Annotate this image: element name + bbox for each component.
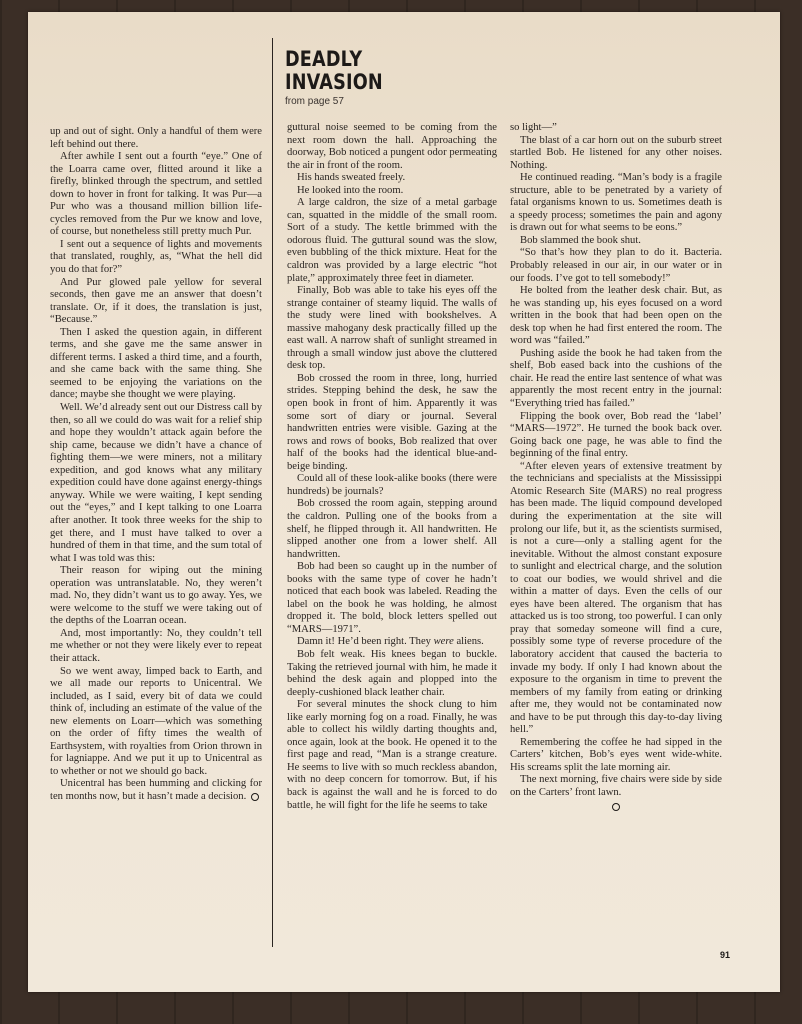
paragraph-text: Unicentral has been humming and clicking for ten months now, but it hasn’t made a decision. — [50, 778, 262, 802]
end-of-story-mark-icon — [251, 793, 259, 801]
paragraph: Pushing aside the book he had taken from the shelf, Bob eased back into the cushions of the chair. He read the entire last sentence of what was apparently the most recent entry in the journal: “Everything tried has failed.” — [510, 347, 722, 410]
paragraph: Could all of these look-alike books (there were hundreds) be journals? — [287, 473, 497, 497]
column-1 — [50, 126, 262, 804]
paragraph-text: aliens. — [453, 636, 484, 648]
paragraph: Then I asked the question again, in different terms, and she gave me the same answer in different terms. I asked a third time, and a fourth, and she came back with the same thing. She seemed to be enjoying the variations on the dance; maybe she thought we were playing. — [50, 326, 262, 401]
paragraph: He looked into the room. — [297, 184, 404, 196]
paragraph: And, most importantly: No, they couldn’t tell me whether or not they were likely ever to repeat their attack. — [50, 627, 262, 664]
end-of-story-mark-icon — [612, 803, 620, 811]
paragraph-last — [50, 778, 262, 803]
paragraph: He bolted from the leather desk chair. But, as he was standing up, his eyes focused on a word written in the book that had been open on the desk top when he had first entered the room. The word was “failed.” — [510, 285, 722, 347]
paragraph: Bob crossed the room again, stepping around the caldron. Pulling one of the books from a shelf, he flipped through it. All handwritten. He slipped another one from a lower shelf. All handwritten. — [287, 498, 497, 560]
paragraph: Finally, Bob was able to take his eyes off the strange container of steamy liquid. The walls of the study were lined with bookshelves. A massive mahogany desk practically filled up the east wall. A narrow shaft of sunlight streamed in through a small window just above the cluttered desk top. — [287, 285, 497, 372]
paragraph: His hands sweated freely. — [297, 172, 406, 184]
column-2 — [287, 122, 497, 812]
article-header — [285, 48, 505, 107]
magazine-page — [28, 12, 780, 992]
paragraph: For several minutes the shock clung to him like early morning fog on a road. Finally, he was able to collect his wildly darting thoughts and, once again, look at the book. He opened it to the first page and read, “Man is a strange creature. He seems to live with so much reckless abandon, with no deep concern for tomorrow. But, if his back is against the wall and he is forced to do battle, he will fight for the life he seems to take — [287, 699, 497, 811]
paragraph-text: Damn it! He’d been right. They — [297, 636, 434, 648]
paragraph: The next morning, five chairs were side by side on the Carters’ front lawn. — [510, 774, 722, 798]
paragraph: up and out of sight. Only a handful of them were left behind out there. — [50, 126, 262, 150]
emphasis-text: were — [433, 636, 454, 648]
page-number: 91 — [719, 950, 730, 960]
continued-from-label: from page 57 — [285, 96, 344, 107]
paragraph: Bob felt weak. His knees began to buckle. Taking the retrieved journal with him, he made it behind the desk again and plopped into the deeply-cushioned black leather chair. — [287, 648, 497, 698]
article-title: DEADLY INVASION — [285, 47, 383, 94]
column-divider-rule — [272, 38, 273, 947]
paragraph: Bob had been so caught up in the number of books with the same type of cover he hadn’t noticed that each book was labeled. Reading the label on the book he was holding, he almost dropped it. The bold, block letters spelled out “MARS—1971”. — [287, 561, 497, 635]
paragraph: After awhile I sent out a fourth “eye.” One of the Loarra came over, flitted around it like a firefly, blinked through the spectrum, and settled down to hover in front for talking. It was Pur—a Pur who was a thousand million billion life-cycles removed from the Pur we know and love, of course, but nonetheless still pretty much Pur. — [50, 151, 262, 238]
paragraph: And Pur glowed pale yellow for several seconds, then gave me an answer that doesn’t translate. Or, if it does, the translation is just, “Because.” — [50, 276, 262, 326]
paragraph: So we went away, limped back to Earth, and we all made our reports to Unicentral. We included, as I said, every bit of data we could think of, including an estimate of the value of the new elements on Loarr—which was something on the order of fifty times the wealth of Earthsystem, with royalties from Orion thrown in for lagniappe. And we put it up to Unicentral as to whether or not we should go back. — [50, 665, 262, 777]
paragraph: A large caldron, the size of a metal garbage can, squatted in the middle of the small room. Sort of a study. The kettle brimmed with the odorous fluid. The guttural sound was the slow, even bubbling of the thick mixture. Heat for the caldron was provided by a large electric “hot plate,” approximately three feet in diameter. — [287, 197, 497, 284]
column-3 — [510, 122, 722, 811]
paragraph: Their reason for wiping out the mining operation was untranslatable. No, they weren’t mad. No, they didn’t want us to go away. Yes, we were welcome to the stuff we were taking out of the depths of the Loarran ocean. — [50, 565, 262, 627]
paragraph: “After eleven years of extensive treatment by the technicians and specialists at the Mississippi Atomic Research Site (MARS) no real progress has been made. The liquid compound developed during the experimentation at the site will prolong our life, but it, as the scientists surmised, is not a cure—only a stalling agent for the inevitable. Without the almost constant exposure to sunlight and electrical charge, and the solution to coat our bodies, we would shrivel and die within a matter of days. Even the cells of our eyes have been altered. The organism that has attacked us is too strong, too powerful. I can only pray that someday someone will find a cure, possibly some type of reverse procedure of the laboratory accident that caused the bacteria to invade my body. If only I had known about the exposure to the organism in time to prevent the members of my family from eating or drinking after me, they would not be contaminated now and have to be put through this day-to-day living hell.” — [510, 460, 722, 736]
paragraph: Bob crossed the room in three, long, hurried strides. Stepping behind the desk, he saw the open book in front of him. Apparently it was some sort of diary or journal. Several handwritten entries were visible. Gazing at the rows and rows of books, Bob realized that over half of the books had the identical blue-and-beige binding. — [287, 372, 497, 472]
paragraph: The blast of a car horn out on the suburb street startled Bob. He listened for any other noises. Nothing. — [510, 134, 722, 171]
paragraph: He continued reading. “Man’s body is a fragile structure, able to be penetrated by a variety of fatal organisms known to us. Sometimes death is a speedy process; sometimes the pain and agony is drawn out for what seems to be eons.” — [510, 172, 722, 234]
paragraph: so light—” — [510, 122, 557, 133]
paragraph: Remembering the coffee he had sipped in the Carters’ kitchen, Bob’s eyes went wide-white. His screams split the late morning air. — [510, 736, 722, 773]
paragraph — [287, 636, 497, 649]
paragraph: Flipping the book over, Bob read the ‘label’ “MARS—1972”. He turned the book back over. Going back one page, he was able to find the beginning of the final entry. — [510, 410, 722, 460]
paragraph: I sent out a sequence of lights and movements that translated, roughly, as, “What the hell did you do that for?” — [50, 238, 262, 276]
paragraph: guttural noise seemed to be coming from the next room down the hall. Approaching the doorway, Bob noticed a pungent odor permeating the air in front of the room. — [287, 122, 497, 171]
paragraph: Well. We’d already sent out our Distress call by then, so all we could do was wait for a relief ship and hope they wouldn’t attack again before the ship came, because we didn’t have a chance of fighting them—we were miners, not a military expedition, and god knows what any military expedition could have done against energy-things anyway. While we were waiting, I kept sending out the “eyes,” and I kept talking to one Loarra after another. It took three weeks for the ship to get there, and I must have talked to over a hundred of them in that time, and the sum total of what I was told was this: — [50, 402, 262, 564]
paragraph: “So that’s how they plan to do it. Bacteria. Probably released in our air, in our water or in our foods. I’ve got to tell somebody!” — [510, 247, 722, 284]
paragraph: Bob slammed the book shut. — [520, 234, 641, 246]
